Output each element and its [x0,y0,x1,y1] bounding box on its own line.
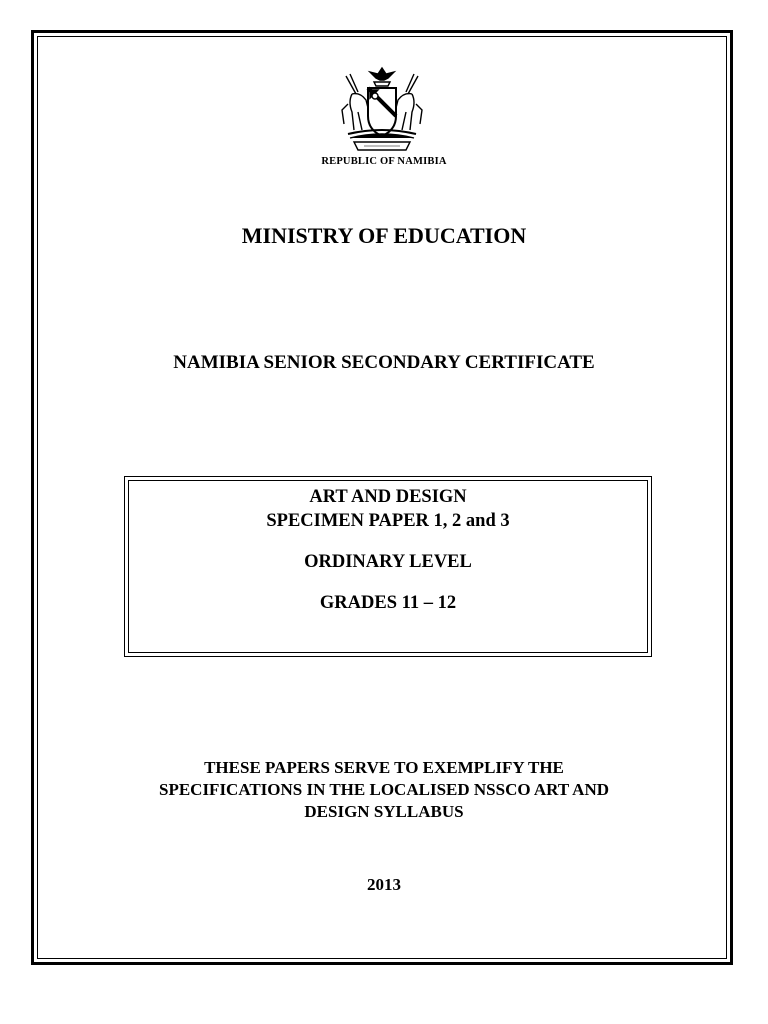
purpose-line: THESE PAPERS SERVE TO EXEMPLIFY THE [204,758,564,777]
purpose-line: DESIGN SYLLABUS [304,802,464,821]
country-name: REPUBLIC OF NAMIBIA [321,156,447,167]
specimen-papers: SPECIMEN PAPER 1, 2 and 3 [266,511,510,531]
certificate-title: NAMIBIA SENIOR SECONDARY CERTIFICATE [173,352,595,373]
purpose-statement [80,757,688,823]
level: ORDINARY LEVEL [304,552,472,572]
subject-name: ART AND DESIGN [309,487,467,507]
grades: GRADES 11 – 12 [319,593,457,613]
purpose-line: SPECIFICATIONS IN THE LOCALISED NSSCO ART AND [158,780,610,799]
publication-year: 2013 [367,875,401,894]
coat-of-arms-icon [334,64,430,156]
ministry-title: MINISTRY OF EDUCATION [241,223,527,248]
